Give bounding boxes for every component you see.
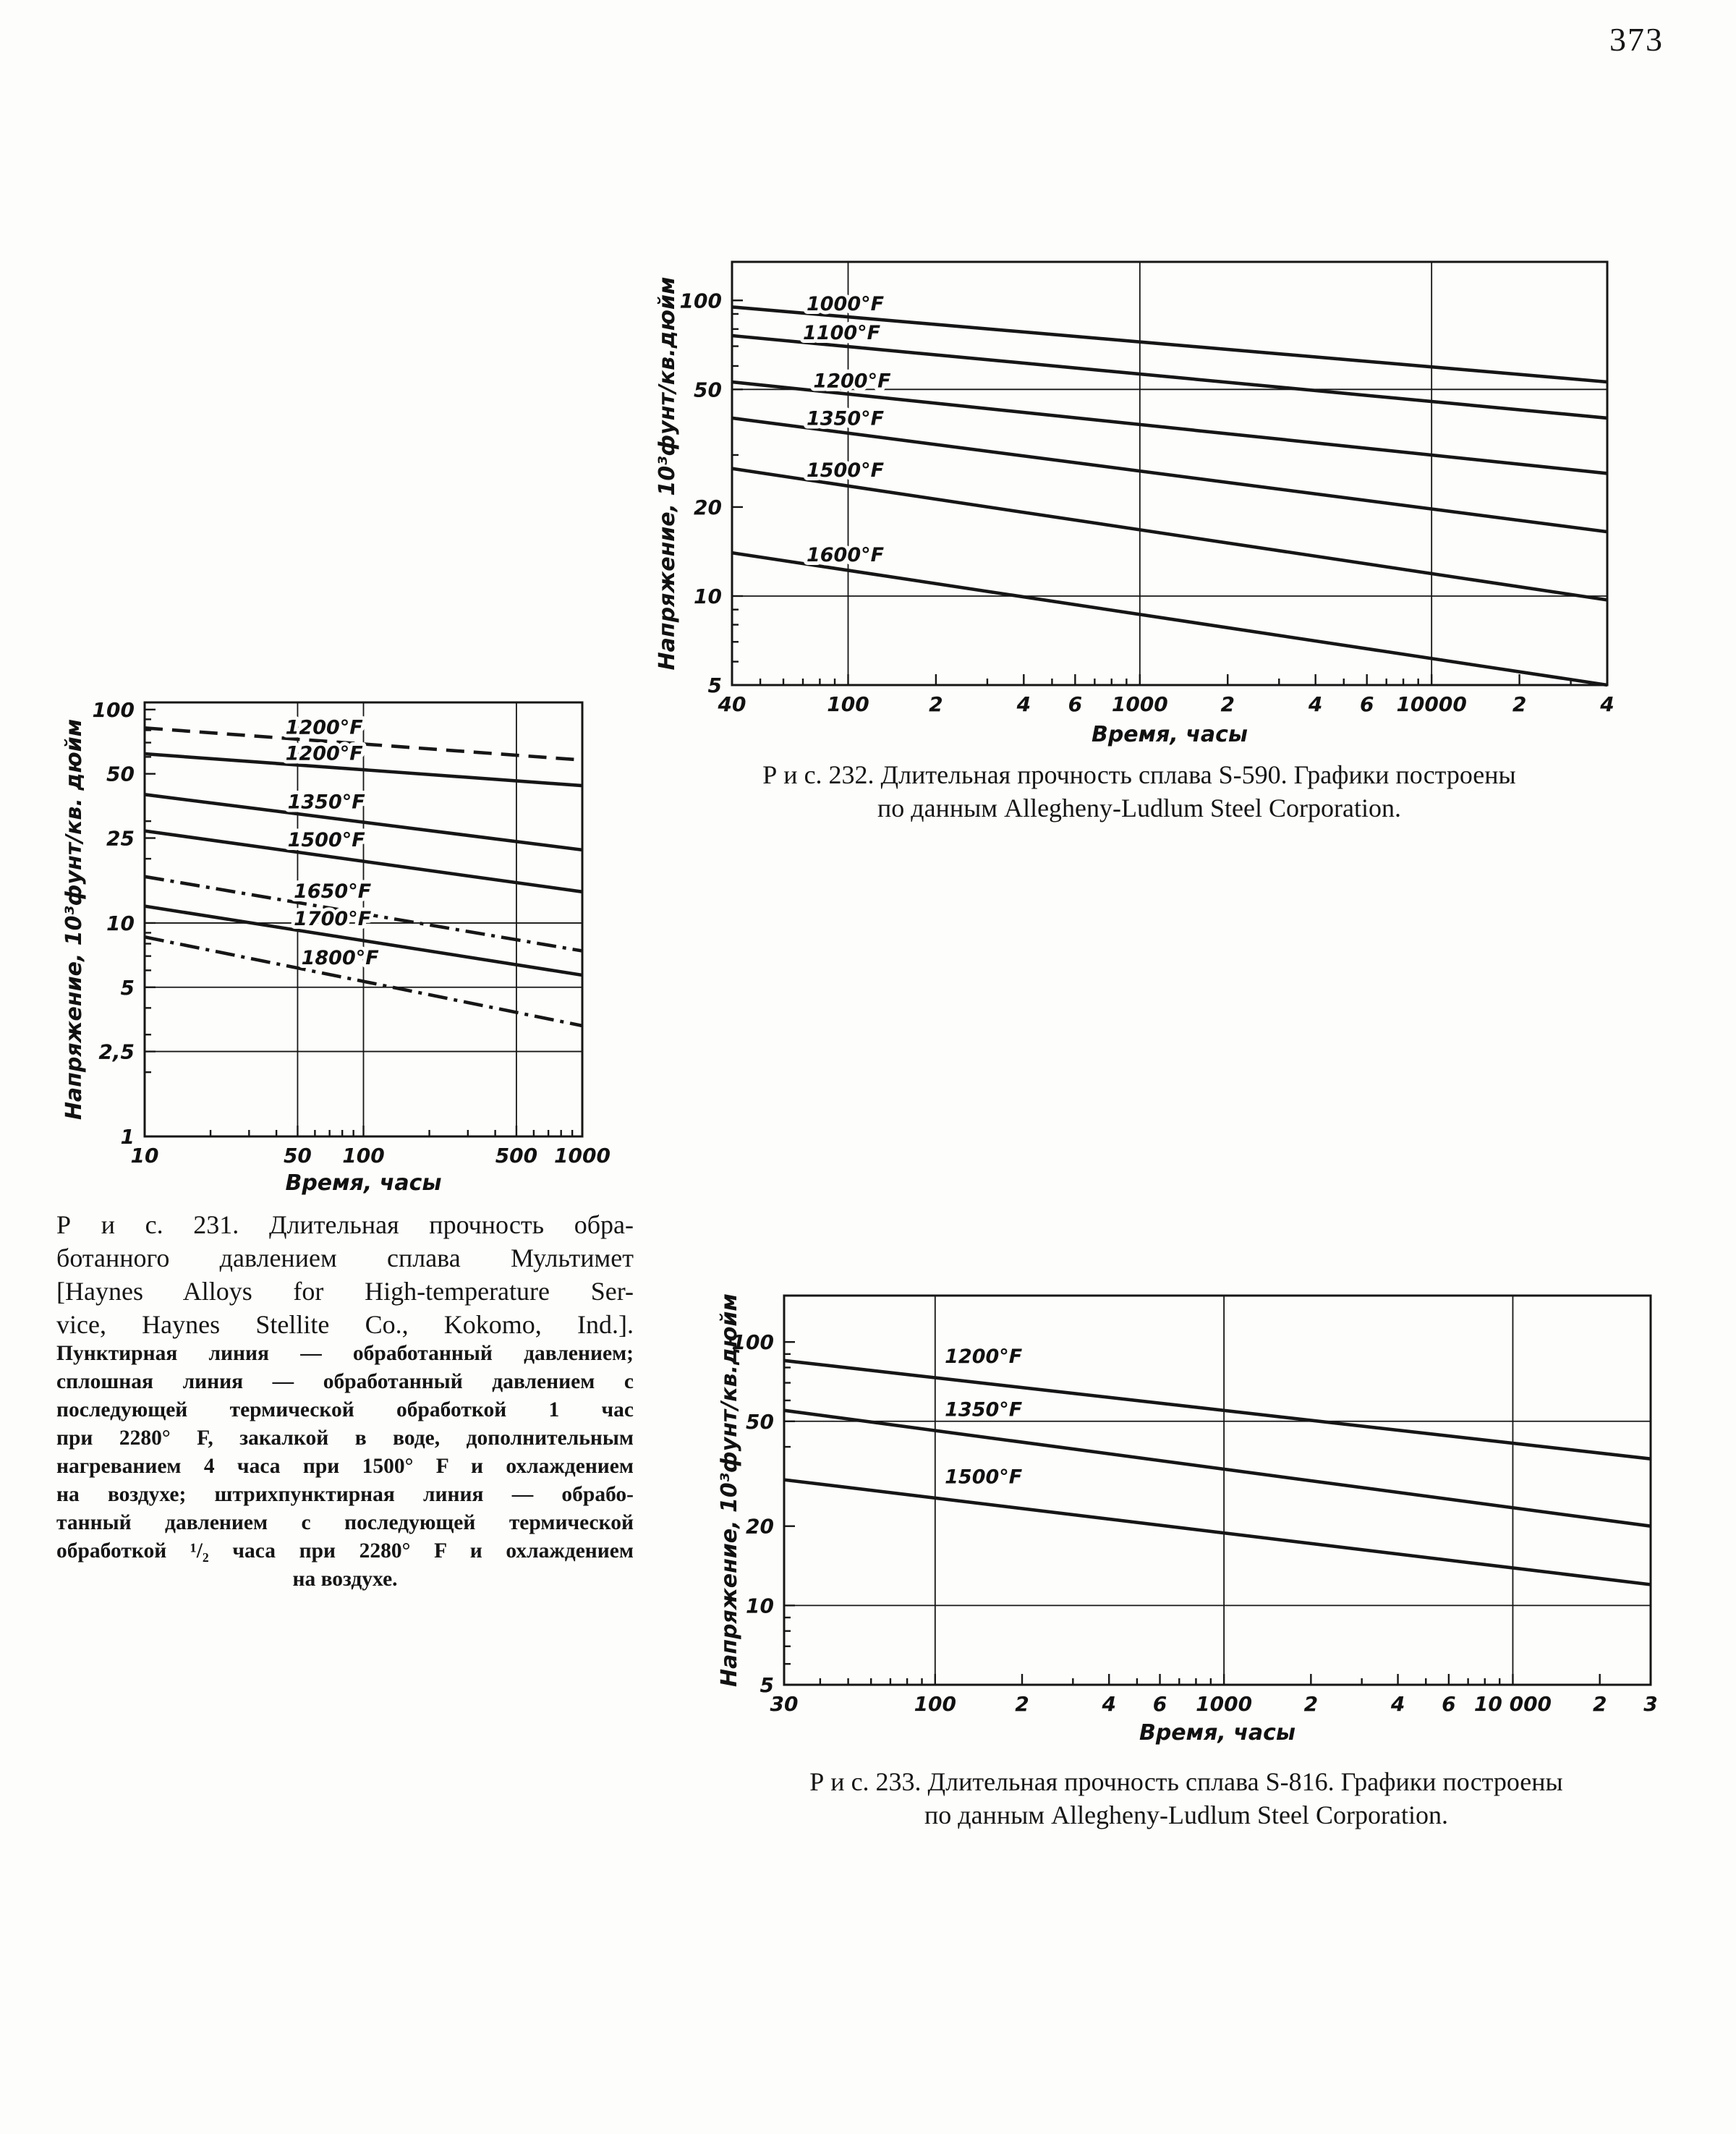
x-tick-label: 6 [1359, 692, 1374, 716]
fig233-caption-line: по данным Allegheny-Ludlum Steel Corporation. [924, 1801, 1448, 1829]
fig233-caption-line: Р и с. 233. Длительная прочность сплава S-816. Графики построены [809, 1767, 1563, 1796]
x-tick-label: 2 [1592, 1692, 1607, 1716]
y-tick-label: 5 [760, 1673, 774, 1697]
x-axis-label: Время, часы [1091, 722, 1248, 747]
x-tick-label: 1000 [554, 1144, 610, 1168]
fig231-note-line: Пунктирная линия — обработанный давлением; [56, 1342, 634, 1365]
fig231-note-line: на воздухе; штрихпунктирная линия — обрабо- [56, 1483, 634, 1506]
series-temperature-label: 1500°F [806, 459, 885, 483]
series-temperature-label: 1000°F [806, 293, 885, 316]
series-line [784, 1480, 1651, 1585]
x-tick-label: 6 [1442, 1692, 1456, 1716]
x-tick-label: 1000 [1111, 692, 1168, 716]
fig231-note-line: нагреванием 4 часа при 1500° F и охлаждением [56, 1455, 634, 1478]
series-temperature-label: 1700°F [294, 908, 372, 931]
x-tick-label: 4 [1102, 1692, 1116, 1716]
y-tick-label: 50 [746, 1409, 774, 1434]
y-tick-label: 10 [106, 911, 135, 935]
x-tick-label: 2 [1303, 1692, 1319, 1716]
fig232-rupture-strength-chart [629, 250, 1642, 763]
y-tick-label: 20 [694, 495, 722, 519]
y-axis-label: Напряжение, 10³фунт/кв. дюйм [61, 718, 87, 1121]
series-temperature-label: 1350°F [287, 791, 365, 814]
x-tick-label: 10 000 [1473, 1692, 1552, 1716]
fig231-note-line: на воздухе. [292, 1568, 398, 1591]
series-temperature-label: 1600°F [806, 543, 885, 566]
fig231-caption-line: ботанного давлением сплава Мультимет [56, 1244, 634, 1272]
series-temperature-label: 1500°F [945, 1466, 1023, 1489]
x-tick-label: 50 [283, 1144, 312, 1168]
x-tick-label: 4 [1308, 692, 1323, 716]
x-tick-label: 4 [1600, 692, 1614, 716]
y-tick-label: 5 [707, 673, 722, 697]
fig231-caption-line: Р и с. 231. Длительная прочность обра- [56, 1210, 634, 1239]
x-tick-label: 6 [1152, 1692, 1167, 1716]
x-tick-label: 2 [929, 692, 943, 716]
x-tick-label: 100 [914, 1692, 957, 1716]
series-temperature-label: 1350°F [945, 1398, 1023, 1421]
x-tick-label: 6 [1068, 692, 1083, 716]
x-tick-label: 30 [770, 1692, 799, 1716]
series-temperature-label: 1100°F [803, 322, 881, 345]
x-tick-label: 100 [342, 1144, 385, 1168]
y-tick-label: 100 [731, 1330, 774, 1355]
series-temperature-label: 1200°F [813, 370, 891, 393]
series-temperature-label: 1200°F [285, 742, 363, 765]
fig231-note-line: сплошная линия — обработанный давлением с [56, 1370, 634, 1393]
y-tick-label: 20 [746, 1514, 774, 1539]
y-tick-label: 100 [679, 289, 722, 313]
fig233-rupture-strength-chart [680, 1284, 1729, 1761]
fig231-caption [56, 1208, 634, 1341]
fig232-caption-line: по данным Allegheny-Ludlum Steel Corporation. [877, 794, 1401, 822]
fig231-note-line: танный давлением с последующей термической [56, 1511, 634, 1534]
series-line [784, 1411, 1651, 1526]
x-axis-label: Время, часы [285, 1170, 442, 1196]
fig231-caption-line: vice, Haynes Stellite Co., Kokomo, Ind.]. [56, 1310, 634, 1339]
series-line [732, 469, 1607, 600]
x-tick-label: 1000 [1196, 1692, 1253, 1716]
fig231-note-line: обработкой ¹/₂ часа при 2280° F и охлаждением [56, 1539, 634, 1563]
series-line [784, 1361, 1651, 1459]
fig231-note-line: при 2280° F, закалкой в воде, дополнительным [56, 1427, 634, 1450]
x-tick-label: 10000 [1396, 692, 1467, 716]
x-axis-label: Время, часы [1139, 1720, 1296, 1746]
x-tick-label: 2 [1015, 1692, 1029, 1716]
fig232-caption [651, 758, 1628, 825]
series-temperature-label: 1800°F [301, 947, 379, 970]
fig231-caption-line: [Haynes Alloys for High-temperature Ser- [56, 1277, 634, 1306]
y-tick-label: 2,5 [98, 1040, 135, 1064]
x-tick-label: 500 [495, 1144, 538, 1168]
fig232-caption-line: Р и с. 232. Длительная прочность сплава S-590. Графики построены [762, 760, 1516, 789]
fig231-note-line: последующей термической обработкой 1 час [56, 1398, 634, 1421]
plot-frame [784, 1296, 1651, 1685]
page-number: 373 [1609, 21, 1664, 58]
series-line [732, 553, 1607, 685]
y-tick-label: 10 [746, 1594, 774, 1618]
x-tick-label: 100 [827, 692, 869, 716]
x-tick-label: 2 [1512, 692, 1527, 716]
series-temperature-label: 1650°F [294, 880, 372, 903]
series-temperature-label: 1350°F [806, 407, 885, 430]
y-tick-label: 50 [106, 762, 135, 786]
x-tick-label: 4 [1390, 1692, 1405, 1716]
y-tick-label: 5 [120, 975, 135, 1000]
series-temperature-label: 1200°F [285, 716, 363, 739]
y-tick-label: 1 [120, 1125, 135, 1149]
y-tick-label: 10 [694, 584, 722, 608]
y-axis-label: Напряжение, 10³фунт/кв.дюйм [717, 1293, 742, 1687]
fig231-rupture-strength-chart [43, 691, 622, 1212]
series-temperature-label: 1200°F [945, 1346, 1023, 1369]
x-tick-label: 10 [130, 1144, 159, 1168]
x-tick-label: 4 [1016, 692, 1031, 716]
x-tick-label: 3 [1643, 1692, 1658, 1716]
x-tick-label: 2 [1220, 692, 1235, 716]
fig231-legend-note [56, 1340, 634, 1594]
y-axis-label: Напряжение, 10³фунт/кв.дюйм [655, 276, 680, 671]
fig233-caption [687, 1765, 1685, 1832]
y-tick-label: 50 [694, 378, 722, 402]
y-tick-label: 25 [106, 826, 135, 851]
y-tick-label: 100 [92, 697, 135, 722]
series-temperature-label: 1500°F [287, 829, 365, 852]
x-tick-label: 40 [718, 692, 746, 716]
